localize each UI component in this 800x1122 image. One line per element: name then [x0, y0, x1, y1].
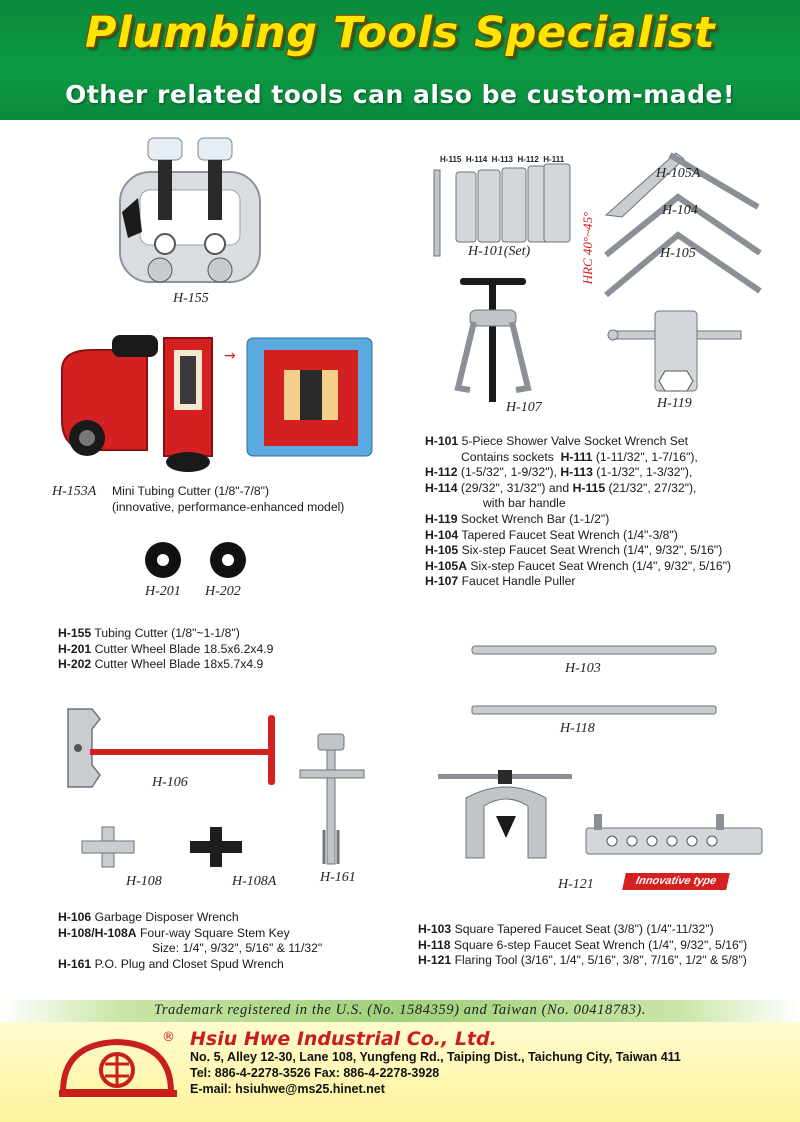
tubing-cutter-h155-image	[100, 132, 280, 302]
socket-label-h111: H-111	[543, 155, 565, 164]
mini-tubing-cutter-h153a-image	[52, 330, 382, 478]
innovative-type-badge: Innovative type	[622, 873, 730, 890]
spec-row-h114: H-114 (29/32", 31/32") and H-115 (21/32", 27/32"),	[425, 480, 697, 495]
label-h108: H-108	[126, 874, 162, 889]
spec-row-h111: Contains sockets H-111 (1-11/32", 1-7/16"),	[461, 449, 698, 464]
spec-row-h155: H-155 Tubing Cutter (1/8"~1-1/8")	[58, 626, 240, 640]
spec-row-h105a: H-105A Six-step Faucet Seat Wrench (1/4", 9/32", 5/16")	[425, 558, 732, 573]
label-h161: H-161	[320, 870, 356, 885]
label-h107: H-107	[506, 400, 542, 415]
spec-row-h103: H-103 Square Tapered Faucet Seat (3/8") (1/4"-11/32")	[418, 922, 714, 936]
label-h118: H-118	[560, 721, 595, 736]
svg-text:→: →	[224, 348, 236, 364]
spec-row-h104: H-104 Tapered Faucet Seat Wrench (1/4"-3/8")	[425, 527, 678, 542]
trademark-notice: Trademark registered in the U.S. (No. 1584359) and Taiwan (No. 00418783).	[153, 1002, 647, 1018]
spec-row-h201: H-201 Cutter Wheel Blade 18.5x6.2x4.9	[58, 641, 274, 656]
handle-puller-h107-image	[448, 276, 538, 404]
company-phone-fax: Tel: 886-4-2278-3526 Fax: 886-4-2278-3928	[190, 1066, 440, 1080]
label-h202: H-202	[205, 584, 241, 599]
label-h101-set: H-101(Set)	[468, 244, 531, 259]
spec-row-h112: H-112 (1-5/32", 1-9/32"), H-113 (1-1/32", 1-3/32"),	[425, 465, 693, 480]
spec-row-h108: H-108/H-108A Four-way Square Stem Key	[58, 925, 290, 940]
page-subtitle: Other related tools can also be custom-made!	[65, 80, 735, 109]
label-h104: H-104	[662, 203, 698, 218]
label-h106: H-106	[152, 775, 188, 790]
label-h121: H-121	[558, 877, 594, 892]
label-h105a: H-105A	[656, 166, 701, 181]
socket-label-h113: H-113	[491, 155, 513, 164]
faucet-seat-rod-h118-image	[470, 703, 720, 717]
desc-h153a-line1: Mini Tubing Cutter (1/8"-7/8")	[112, 484, 269, 498]
label-h201: H-201	[145, 584, 181, 599]
label-h155: H-155	[173, 291, 209, 306]
socket-label-h112: H-112	[517, 155, 539, 164]
label-h105: H-105	[660, 246, 696, 261]
spec-row-h161: H-161 P.O. Plug and Closet Spud Wrench	[58, 956, 284, 971]
spec-row-h106: H-106 Garbage Disposer Wrench	[58, 910, 239, 924]
spec-row-h105: H-105 Six-step Faucet Seat Wrench (1/4", 9/32", 5/16")	[425, 543, 723, 558]
spec-row-with-bar: with bar handle	[483, 496, 566, 511]
left-spec-list-1	[58, 626, 273, 673]
label-h103: H-103	[565, 661, 601, 676]
label-h153a: H-153A	[52, 484, 97, 499]
label-h119: H-119	[657, 396, 692, 411]
stem-key-h108-image	[80, 825, 140, 869]
company-address: No. 5, Alley 12-30, Lane 108, Yungfeng Rd., Taiping Dist., Taichung City, Taiwan 411	[190, 1050, 681, 1064]
spec-row-h107: H-107 Faucet Handle Puller	[425, 574, 576, 589]
socket-label-h115: H-115	[440, 155, 462, 164]
spec-row-h202: H-202 Cutter Wheel Blade 18x5.7x4.9	[58, 657, 264, 672]
spec-row-h101: H-101 5-Piece Shower Valve Socket Wrench Set	[425, 434, 689, 448]
spud-wrench-h161-image	[296, 730, 368, 870]
cutter-wheel-h202-image	[208, 540, 248, 580]
spec-row-h119: H-119 Socket Wrench Bar (1-1/2")	[425, 511, 610, 526]
company-email: E-mail: hsiuhwe@ms25.hinet.net	[190, 1082, 385, 1096]
hrc-hardness-label: HRC 40°~45°	[580, 211, 595, 285]
company-name: Hsiu Hwe Industrial Co., Ltd.	[190, 1028, 497, 1050]
faucet-seat-rod-h103-image	[470, 643, 720, 657]
cutter-wheel-h201-image	[143, 540, 183, 580]
spec-row-h118: H-118 Square 6-step Faucet Seat Wrench (1/4", 9/32", 5/16")	[418, 937, 748, 952]
right-spec-list-1	[425, 434, 731, 590]
socket-label-h114: H-114	[465, 155, 488, 164]
registered-mark: ®	[162, 1030, 175, 1045]
right-spec-list-2	[418, 922, 747, 969]
spec-row-h108-size: Size: 1/4", 9/32", 5/16" & 11/32"	[152, 941, 323, 956]
spec-row-h121: H-121 Flaring Tool (3/16", 1/4", 5/16", 3/8", 7/16", 1/2" & 5/8")	[418, 953, 747, 968]
socket-wrench-bar-h119-image	[605, 305, 745, 395]
flaring-tool-h121-image	[436, 768, 766, 878]
desc-h153a-line2: (innovative, performance-enhanced model)	[112, 500, 345, 514]
stem-key-h108a-image	[188, 825, 248, 869]
page-title: Plumbing Tools Specialist	[84, 8, 716, 58]
label-h108a: H-108A	[232, 874, 277, 889]
left-spec-list-2	[58, 910, 322, 972]
